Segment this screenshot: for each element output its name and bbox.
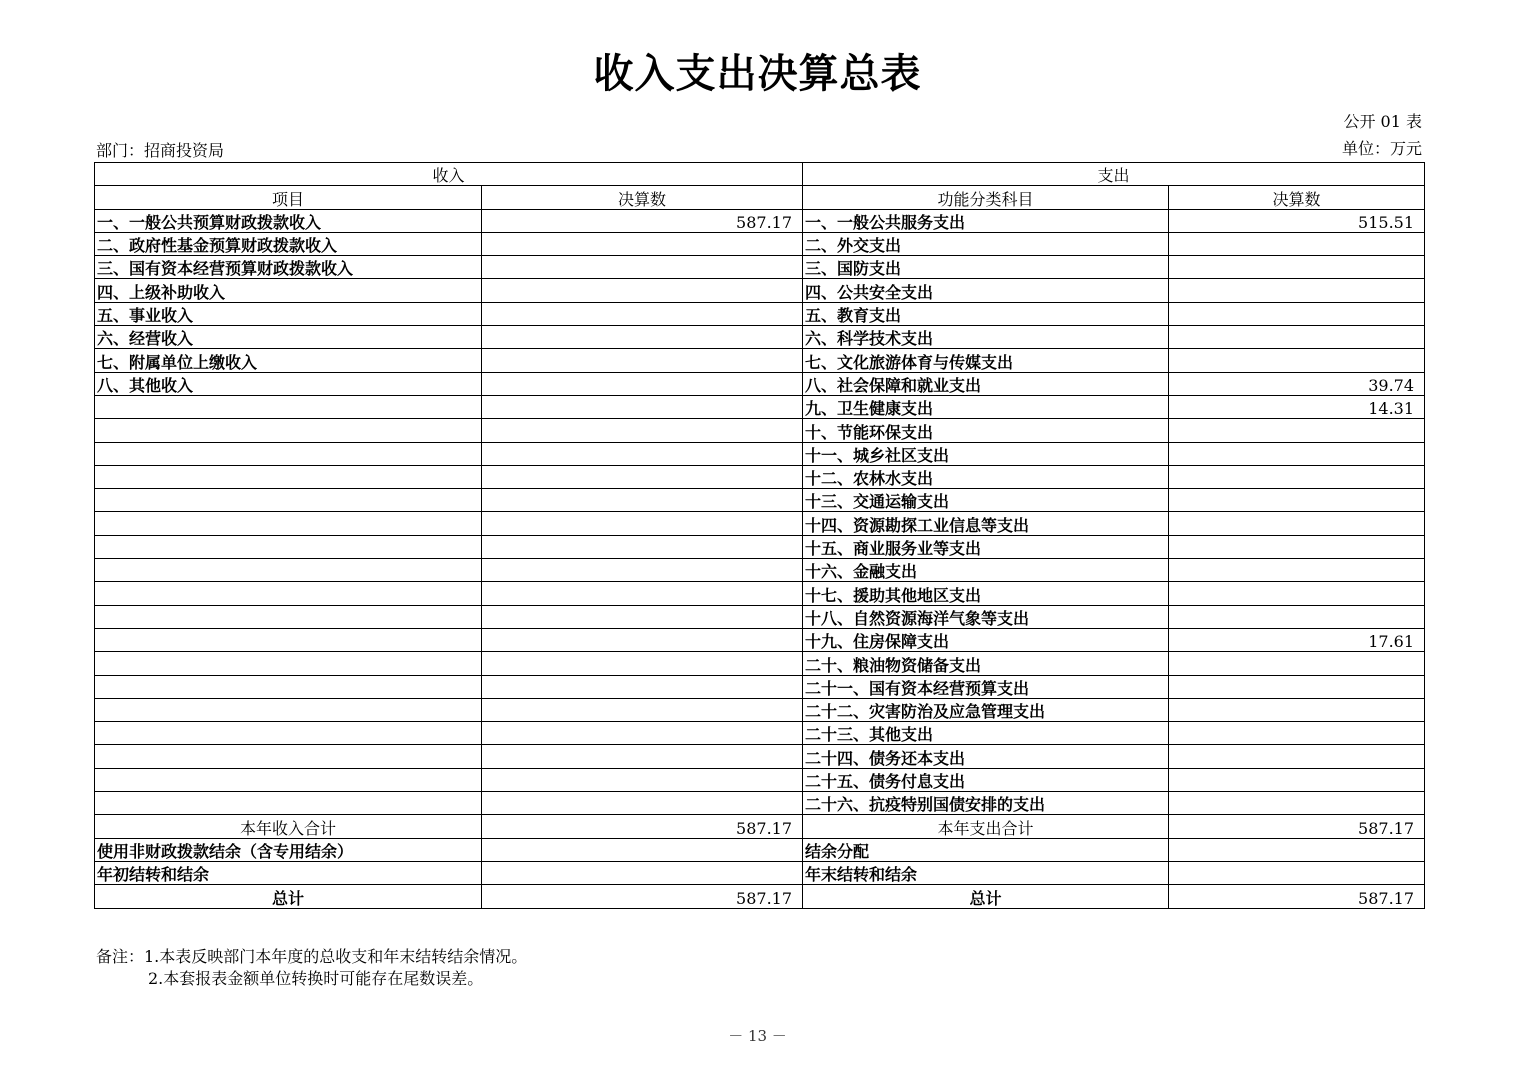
table-row xyxy=(95,698,1425,721)
income-amount-cell xyxy=(482,232,803,255)
income-item-cell xyxy=(95,745,482,768)
income-item-cell xyxy=(95,652,482,675)
income-item-cell xyxy=(95,628,482,651)
expense-amount-cell xyxy=(1169,512,1425,535)
table-row xyxy=(95,815,1425,838)
expense-item-cell: 四、公共安全支出 xyxy=(803,279,1169,302)
item-header: 项目 xyxy=(95,186,482,209)
expense-item-cell: 三、国防支出 xyxy=(803,256,1169,279)
expense-item-cell: 八、社会保障和就业支出 xyxy=(803,372,1169,395)
expense-amount-cell xyxy=(1169,489,1425,512)
income-amount-cell: 587.17 xyxy=(482,815,803,838)
expense-amount-cell xyxy=(1169,745,1425,768)
income-item-cell xyxy=(95,512,482,535)
amount-header: 决算数 xyxy=(482,186,803,209)
income-amount-cell xyxy=(482,582,803,605)
income-amount-cell xyxy=(482,722,803,745)
income-amount-cell xyxy=(482,768,803,791)
expense-item-cell: 十一、城乡社区支出 xyxy=(803,442,1169,465)
income-amount-cell xyxy=(482,535,803,558)
expense-item-cell: 结余分配 xyxy=(803,838,1169,861)
income-amount-cell xyxy=(482,792,803,815)
income-item-cell xyxy=(95,722,482,745)
expense-item-cell: 十四、资源勘探工业信息等支出 xyxy=(803,512,1169,535)
expense-item-cell: 二十五、债务付息支出 xyxy=(803,768,1169,791)
notes xyxy=(96,946,527,990)
amount-header-2: 决算数 xyxy=(1169,186,1425,209)
expense-amount-cell: 14.31 xyxy=(1169,395,1425,418)
income-item-cell: 本年收入合计 xyxy=(95,815,482,838)
table-header-row-2 xyxy=(95,186,1425,209)
expense-amount-cell xyxy=(1169,582,1425,605)
expense-item-cell: 二十一、国有资本经营预算支出 xyxy=(803,675,1169,698)
expense-item-cell: 九、卫生健康支出 xyxy=(803,395,1169,418)
expense-header: 支出 xyxy=(803,163,1425,186)
expense-amount-cell xyxy=(1169,675,1425,698)
expense-amount-cell: 17.61 xyxy=(1169,628,1425,651)
table-row xyxy=(95,628,1425,651)
income-amount-cell xyxy=(482,442,803,465)
expense-item-cell: 十六、金融支出 xyxy=(803,559,1169,582)
expense-item-cell: 十三、交通运输支出 xyxy=(803,489,1169,512)
expense-item-cell: 十五、商业服务业等支出 xyxy=(803,535,1169,558)
income-amount-cell xyxy=(482,256,803,279)
table-row xyxy=(95,675,1425,698)
expense-item-cell: 总计 xyxy=(803,885,1169,908)
expense-amount-cell xyxy=(1169,302,1425,325)
expense-amount-cell xyxy=(1169,535,1425,558)
income-amount-cell xyxy=(482,302,803,325)
page-number: － 13 － xyxy=(728,1027,787,1045)
expense-item-cell: 二十六、抗疫特别国债安排的支出 xyxy=(803,792,1169,815)
income-item-cell xyxy=(95,768,482,791)
income-item-cell xyxy=(95,792,482,815)
expense-item-cell: 六、科学技术支出 xyxy=(803,326,1169,349)
expense-item-cell: 十九、住房保障支出 xyxy=(803,628,1169,651)
income-header: 收入 xyxy=(95,163,803,186)
expense-amount-cell xyxy=(1169,279,1425,302)
expense-amount-cell xyxy=(1169,442,1425,465)
table-row xyxy=(95,349,1425,372)
income-amount-cell xyxy=(482,745,803,768)
income-amount-cell xyxy=(482,419,803,442)
table-row xyxy=(95,722,1425,745)
income-item-cell xyxy=(95,698,482,721)
expense-item-cell: 十七、援助其他地区支出 xyxy=(803,582,1169,605)
table-row xyxy=(95,861,1425,884)
note-line-1: 备注：1.本表反映部门本年度的总收支和年末结转结余情况。 xyxy=(96,947,528,966)
income-item-cell: 六、经营收入 xyxy=(95,326,482,349)
income-amount-cell xyxy=(482,349,803,372)
func-item-header: 功能分类科目 xyxy=(803,186,1169,209)
income-amount-cell xyxy=(482,489,803,512)
expense-item-cell: 一、一般公共服务支出 xyxy=(803,209,1169,232)
table-row xyxy=(95,372,1425,395)
income-item-cell xyxy=(95,605,482,628)
unit-label: 单位：万元 xyxy=(1341,139,1422,158)
income-item-cell: 年初结转和结余 xyxy=(95,861,482,884)
income-amount-cell xyxy=(482,861,803,884)
page-title: 收入支出决算总表 xyxy=(593,50,922,97)
income-amount-cell xyxy=(482,605,803,628)
table-row xyxy=(95,652,1425,675)
income-amount-cell xyxy=(482,698,803,721)
income-amount-cell xyxy=(482,395,803,418)
income-item-cell: 八、其他收入 xyxy=(95,372,482,395)
expense-item-cell: 二十二、灾害防治及应急管理支出 xyxy=(803,698,1169,721)
income-amount-cell xyxy=(482,652,803,675)
income-expense-table xyxy=(94,162,1425,909)
income-amount-cell: 587.17 xyxy=(482,885,803,908)
table-row xyxy=(95,745,1425,768)
expense-amount-cell xyxy=(1169,792,1425,815)
income-amount-cell xyxy=(482,559,803,582)
income-item-cell: 总计 xyxy=(95,885,482,908)
table-row xyxy=(95,465,1425,488)
expense-amount-cell xyxy=(1169,605,1425,628)
income-item-cell: 三、国有资本经营预算财政拨款收入 xyxy=(95,256,482,279)
income-item-cell xyxy=(95,535,482,558)
income-item-cell xyxy=(95,465,482,488)
income-amount-cell xyxy=(482,465,803,488)
expense-amount-cell xyxy=(1169,559,1425,582)
expense-item-cell: 十、节能环保支出 xyxy=(803,419,1169,442)
table-row xyxy=(95,838,1425,861)
expense-amount-cell xyxy=(1169,232,1425,255)
expense-amount-cell xyxy=(1169,768,1425,791)
table-header-row-1 xyxy=(95,163,1425,186)
income-item-cell xyxy=(95,675,482,698)
form-number: 公开 01 表 xyxy=(1343,112,1422,131)
income-amount-cell xyxy=(482,675,803,698)
expense-amount-cell: 587.17 xyxy=(1169,815,1425,838)
income-item-cell xyxy=(95,582,482,605)
expense-item-cell: 二十三、其他支出 xyxy=(803,722,1169,745)
expense-amount-cell xyxy=(1169,256,1425,279)
department-label: 部门：招商投资局 xyxy=(96,141,225,160)
income-amount-cell xyxy=(482,628,803,651)
note-line-2: 2.本套报表金额单位转换时可能存在尾数误差。 xyxy=(148,969,484,988)
expense-amount-cell xyxy=(1169,349,1425,372)
table-row xyxy=(95,209,1425,232)
expense-amount-cell xyxy=(1169,465,1425,488)
table-row xyxy=(95,885,1425,908)
expense-amount-cell xyxy=(1169,861,1425,884)
table-row xyxy=(95,442,1425,465)
table-row xyxy=(95,512,1425,535)
income-item-cell: 七、附属单位上缴收入 xyxy=(95,349,482,372)
table-row xyxy=(95,768,1425,791)
income-item-cell xyxy=(95,559,482,582)
expense-item-cell: 七、文化旅游体育与传媒支出 xyxy=(803,349,1169,372)
expense-item-cell: 二、外交支出 xyxy=(803,232,1169,255)
expense-item-cell: 十二、农林水支出 xyxy=(803,465,1169,488)
expense-item-cell: 二十、粮油物资储备支出 xyxy=(803,652,1169,675)
table-row xyxy=(95,489,1425,512)
income-item-cell xyxy=(95,489,482,512)
income-amount-cell xyxy=(482,279,803,302)
income-amount-cell xyxy=(482,372,803,395)
expense-amount-cell xyxy=(1169,419,1425,442)
table-row xyxy=(95,395,1425,418)
expense-amount-cell xyxy=(1169,652,1425,675)
table-row xyxy=(95,605,1425,628)
table-row xyxy=(95,582,1425,605)
income-item-cell xyxy=(95,442,482,465)
income-item-cell: 一、一般公共预算财政拨款收入 xyxy=(95,209,482,232)
expense-amount-cell: 515.51 xyxy=(1169,209,1425,232)
income-amount-cell xyxy=(482,512,803,535)
table-row xyxy=(95,535,1425,558)
expense-item-cell: 二十四、债务还本支出 xyxy=(803,745,1169,768)
table-row xyxy=(95,792,1425,815)
income-item-cell xyxy=(95,395,482,418)
income-item-cell: 四、上级补助收入 xyxy=(95,279,482,302)
table-row xyxy=(95,279,1425,302)
table-row xyxy=(95,419,1425,442)
income-amount-cell xyxy=(482,838,803,861)
expense-item-cell: 十八、自然资源海洋气象等支出 xyxy=(803,605,1169,628)
income-item-cell xyxy=(95,419,482,442)
income-item-cell: 二、政府性基金预算财政拨款收入 xyxy=(95,232,482,255)
expense-amount-cell xyxy=(1169,698,1425,721)
expense-amount-cell: 39.74 xyxy=(1169,372,1425,395)
expense-item-cell: 本年支出合计 xyxy=(803,815,1169,838)
income-amount-cell: 587.17 xyxy=(482,209,803,232)
expense-amount-cell xyxy=(1169,722,1425,745)
expense-amount-cell xyxy=(1169,838,1425,861)
table-row xyxy=(95,302,1425,325)
table-row xyxy=(95,256,1425,279)
table-row xyxy=(95,326,1425,349)
expense-amount-cell: 587.17 xyxy=(1169,885,1425,908)
table-row xyxy=(95,559,1425,582)
table-row xyxy=(95,232,1425,255)
income-item-cell: 五、事业收入 xyxy=(95,302,482,325)
expense-item-cell: 年末结转和结余 xyxy=(803,861,1169,884)
expense-amount-cell xyxy=(1169,326,1425,349)
income-item-cell: 使用非财政拨款结余（含专用结余） xyxy=(95,838,482,861)
expense-item-cell: 五、教育支出 xyxy=(803,302,1169,325)
income-amount-cell xyxy=(482,326,803,349)
